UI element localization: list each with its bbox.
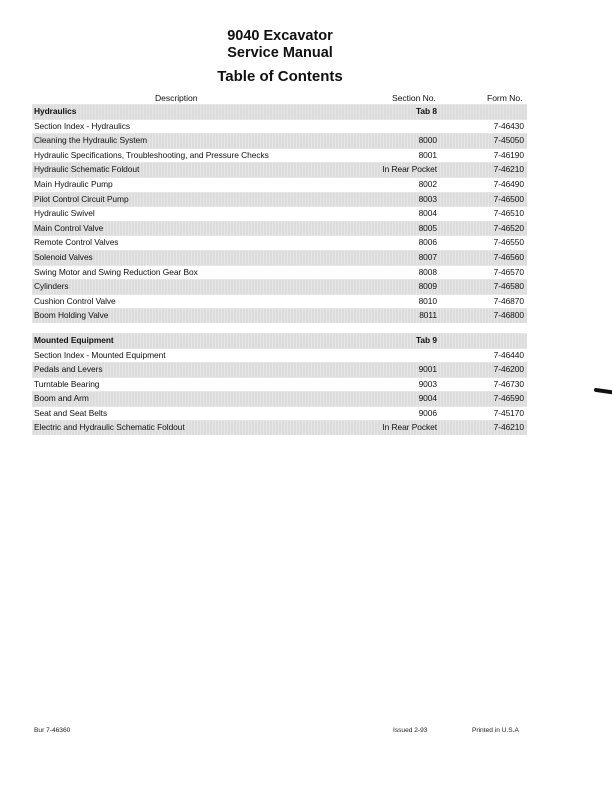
toc-row bbox=[32, 119, 527, 134]
group-tab: Tab 8 bbox=[415, 106, 437, 116]
group-spacer bbox=[32, 323, 527, 333]
toc-row-description: Section Index - Hydraulics bbox=[34, 120, 130, 131]
toc-row-section: 8007 bbox=[418, 251, 437, 262]
toc-row-description: Pedals and Levers bbox=[34, 364, 103, 375]
toc-row bbox=[32, 133, 527, 148]
toc-row bbox=[32, 348, 527, 363]
toc-row bbox=[32, 391, 527, 406]
toc-row-form: 7-46210 bbox=[493, 422, 524, 433]
document-title-block bbox=[0, 28, 560, 85]
column-header-section: Section No. bbox=[392, 93, 436, 103]
toc-row-form: 7-46550 bbox=[493, 237, 524, 248]
toc-row-section: 8005 bbox=[418, 222, 437, 233]
toc-row-description: Pilot Control Circuit Pump bbox=[34, 193, 129, 204]
toc-row-form: 7-46210 bbox=[493, 164, 524, 175]
toc-row bbox=[32, 308, 527, 323]
toc-row-description: Boom Holding Valve bbox=[34, 310, 109, 321]
toc-row bbox=[32, 279, 527, 294]
toc-row-section: 9001 bbox=[418, 364, 437, 375]
toc-row-description: Solenoid Valves bbox=[34, 251, 93, 262]
toc-row bbox=[32, 362, 527, 377]
toc-row-form: 7-46580 bbox=[493, 281, 524, 292]
toc-row bbox=[32, 235, 527, 250]
toc-row bbox=[32, 294, 527, 309]
toc-row-form: 7-46190 bbox=[493, 149, 524, 160]
toc-row-form: 7-45170 bbox=[493, 407, 524, 418]
toc-row-description: Cleaning the Hydraulic System bbox=[34, 135, 148, 146]
toc-row-section: 9003 bbox=[418, 378, 437, 389]
toc-row-form: 7-46520 bbox=[493, 222, 524, 233]
toc-row-section: 8003 bbox=[418, 193, 437, 204]
toc-row-section: 8009 bbox=[418, 281, 437, 292]
group-heading-row bbox=[32, 104, 527, 119]
toc-row-description: Section Index - Mounted Equipment bbox=[34, 349, 166, 360]
toc-row-section: 8010 bbox=[418, 295, 437, 306]
group-heading-row bbox=[32, 333, 527, 348]
toc-row-description: Boom and Arm bbox=[34, 393, 89, 404]
toc-row-form: 7-46560 bbox=[493, 251, 524, 262]
toc-row-section: 8011 bbox=[419, 310, 437, 321]
toc-row-form: 7-46570 bbox=[493, 266, 524, 277]
toc-row bbox=[32, 406, 527, 421]
toc-row-section: 9004 bbox=[418, 393, 437, 404]
toc-row-form: 7-45050 bbox=[493, 135, 524, 146]
toc-row-description: Cylinders bbox=[34, 281, 69, 292]
footer-printed: Printed in U.S.A bbox=[472, 727, 519, 734]
toc-row-description: Seat and Seat Belts bbox=[34, 407, 108, 418]
toc-row-description: Hydraulic Schematic Foldout bbox=[34, 164, 140, 175]
toc-row-section: In Rear Pocket bbox=[382, 422, 437, 433]
toc-row-section: 8008 bbox=[418, 266, 437, 277]
toc-row bbox=[32, 250, 527, 265]
column-header-description: Description bbox=[155, 93, 198, 103]
column-headers bbox=[32, 91, 527, 104]
toc-row-form: 7-46440 bbox=[493, 349, 524, 360]
toc-row-section: 8001 bbox=[418, 149, 437, 160]
column-header-form: Form No. bbox=[487, 93, 523, 103]
toc-row-description: Main Control Valve bbox=[34, 222, 104, 233]
toc-row-description: Swing Motor and Swing Reduction Gear Box bbox=[34, 266, 198, 277]
toc-row bbox=[32, 162, 527, 177]
group-heading: Hydraulics bbox=[34, 106, 77, 116]
toc-row bbox=[32, 177, 527, 192]
group-tab: Tab 9 bbox=[415, 334, 437, 345]
toc-row-description: Hydraulic Specifications, Troubleshooting, and Pressure Checks bbox=[34, 149, 269, 160]
toc-row-description: Turntable Bearing bbox=[34, 378, 100, 389]
toc-row-form: 7-46800 bbox=[493, 310, 524, 321]
toc-row-form: 7-46730 bbox=[493, 378, 524, 389]
toc-body bbox=[32, 104, 527, 435]
toc-row-description: Remote Control Valves bbox=[34, 237, 119, 248]
toc-row-form: 7-46510 bbox=[493, 208, 524, 219]
table-of-contents bbox=[32, 91, 527, 435]
page-edge-mark bbox=[594, 388, 612, 395]
document-title: 9040 Excavator bbox=[227, 28, 333, 44]
toc-row bbox=[32, 377, 527, 392]
toc-title: Table of Contents bbox=[217, 68, 343, 85]
toc-row-section: 8006 bbox=[418, 237, 437, 248]
toc-row-form: 7-46500 bbox=[493, 193, 524, 204]
toc-row-form: 7-46870 bbox=[493, 295, 524, 306]
toc-row-section: In Rear Pocket bbox=[382, 164, 437, 175]
toc-row-description: Cushion Control Valve bbox=[34, 295, 116, 306]
toc-row-form: 7-46430 bbox=[493, 120, 524, 131]
toc-row-section: 8000 bbox=[418, 135, 437, 146]
toc-row-description: Main Hydraulic Pump bbox=[34, 178, 113, 189]
group-heading: Mounted Equipment bbox=[34, 334, 114, 345]
toc-row-description: Electric and Hydraulic Schematic Foldout bbox=[34, 422, 185, 433]
toc-row bbox=[32, 221, 527, 236]
toc-row-description: Hydraulic Swivel bbox=[34, 208, 95, 219]
toc-row-form: 7-46590 bbox=[493, 393, 524, 404]
toc-row bbox=[32, 265, 527, 280]
toc-row-form: 7-46200 bbox=[493, 364, 524, 375]
toc-row bbox=[32, 192, 527, 207]
toc-row bbox=[32, 148, 527, 163]
toc-row-section: 9006 bbox=[418, 407, 437, 418]
toc-row-section: 8002 bbox=[418, 178, 437, 189]
document-subtitle: Service Manual bbox=[227, 45, 333, 61]
toc-row-section: 8004 bbox=[418, 208, 437, 219]
toc-row bbox=[32, 206, 527, 221]
toc-row-form: 7-46490 bbox=[493, 178, 524, 189]
toc-row bbox=[32, 420, 527, 435]
footer-form-number: Bur 7-46360 bbox=[34, 727, 71, 734]
footer-issued: Issued 2-93 bbox=[393, 727, 428, 734]
